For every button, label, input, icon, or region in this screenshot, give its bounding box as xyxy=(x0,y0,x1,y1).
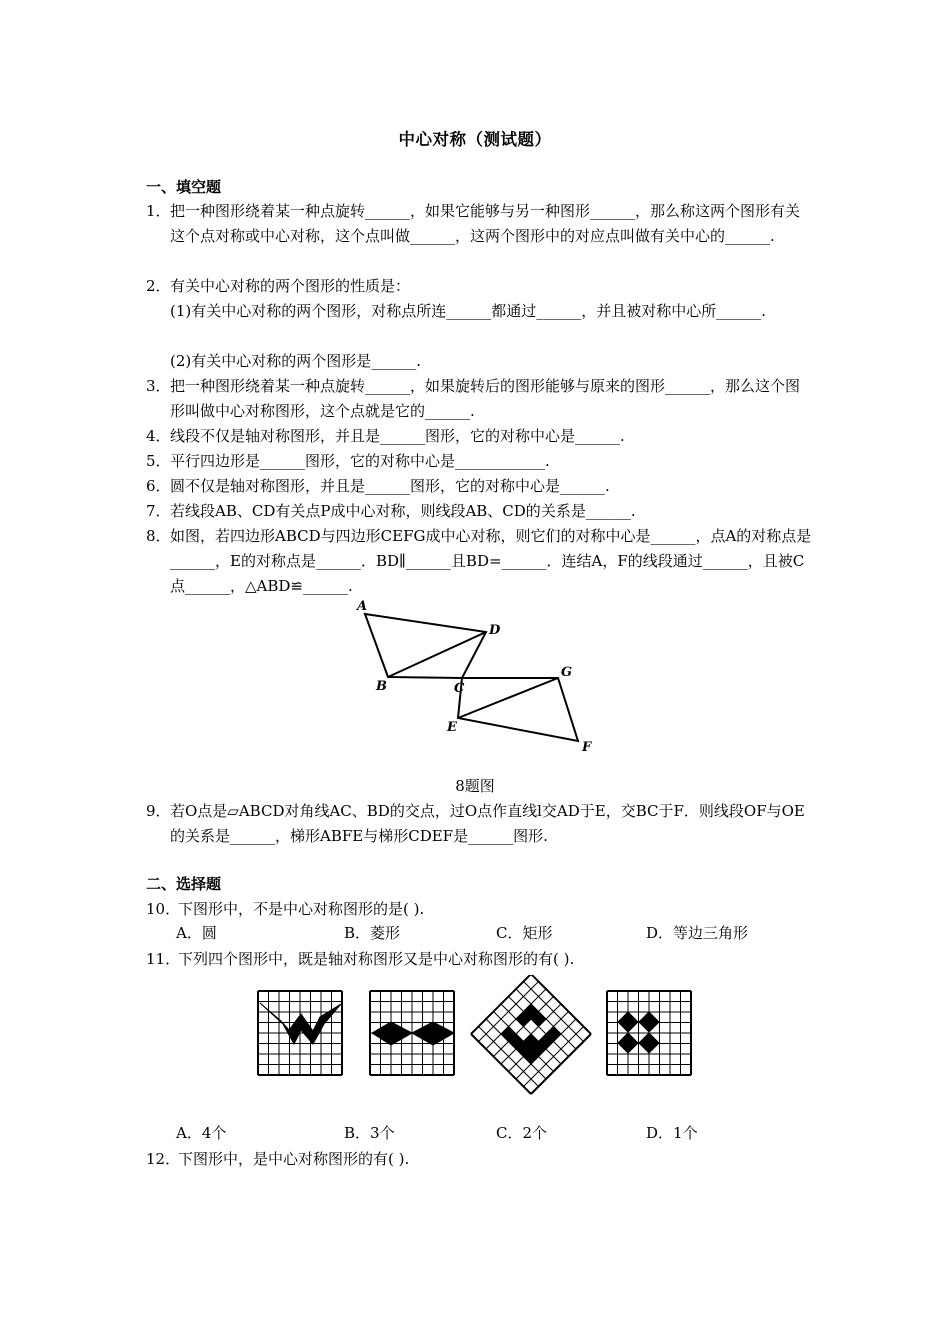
option-a[interactable]: A．圆 xyxy=(176,924,217,942)
figure-8-diagram xyxy=(340,592,610,762)
label-b: B xyxy=(376,679,387,694)
question-number: 10． xyxy=(146,900,181,918)
section-heading-multiple-choice: 二、选择题 xyxy=(146,875,222,893)
option-a[interactable]: A．4个 xyxy=(176,1124,227,1142)
option-d[interactable]: D．1个 xyxy=(646,1124,698,1142)
question-number: 3． xyxy=(146,377,171,395)
question-4 xyxy=(146,424,812,449)
question-8 xyxy=(146,524,812,599)
question-6 xyxy=(146,474,812,499)
option-b[interactable]: B．3个 xyxy=(344,1124,395,1142)
question-2-sub-2: (2)有关中心对称的两个图形是______. xyxy=(170,352,422,370)
grid-figure-3 xyxy=(471,975,591,1094)
question-12 xyxy=(146,1147,812,1172)
question-3 xyxy=(146,374,812,424)
diamond-right xyxy=(412,1022,454,1045)
question-10 xyxy=(146,897,812,922)
option-d[interactable]: D．等边三角形 xyxy=(646,924,749,942)
label-f: F xyxy=(582,740,592,755)
question-number: 8． xyxy=(146,527,171,545)
label-d: D xyxy=(489,623,501,638)
page-title: 中心对称（测试题） xyxy=(398,130,552,149)
question-number: 6． xyxy=(146,477,171,495)
question-text: 若线段AB、CD有关点P成中心对称，则线段AB、CD的关系是______. xyxy=(170,502,636,520)
question-number: 12． xyxy=(146,1150,181,1168)
question-5 xyxy=(146,449,812,474)
label-a: A xyxy=(357,599,368,614)
diamond-4 xyxy=(639,1033,659,1053)
question-text: 有关中心对称的两个图形的性质是： xyxy=(170,277,411,295)
option-c[interactable]: C．矩形 xyxy=(496,924,553,942)
label-g: G xyxy=(561,665,573,680)
option-c[interactable]: C．2个 xyxy=(496,1124,548,1142)
section-heading-fill-blank: 一、填空题 xyxy=(146,178,222,196)
figure-8-caption: 8题图 xyxy=(455,777,495,795)
question-text: 把一种图形绕着某一种点旋转______，如果它能够与另一种图形______，那么称这两个图形有关这个点对称或中心对称，这个点叫做______，这两个图形中的对应点叫做有关中心的______. xyxy=(170,202,801,245)
question-2 xyxy=(146,274,812,299)
question-1 xyxy=(146,199,812,249)
question-number: 1． xyxy=(146,202,171,220)
question-number: 7． xyxy=(146,502,171,520)
question-10-options xyxy=(176,922,816,947)
question-11 xyxy=(146,947,812,972)
question-text: 下图形中，不是中心对称图形的是( ). xyxy=(178,900,425,918)
option-b[interactable]: B．菱形 xyxy=(344,924,401,942)
diamond-left xyxy=(372,1022,412,1045)
diamond-1 xyxy=(618,1012,638,1032)
label-e: E xyxy=(447,720,457,735)
diagonal-bd xyxy=(388,632,486,677)
question-11-options xyxy=(176,1122,816,1147)
question-text: 线段不仅是轴对称图形，并且是______图形，它的对称中心是______. xyxy=(170,427,625,445)
question-9 xyxy=(146,799,812,849)
question-number: 2． xyxy=(146,277,171,295)
question-number: 9． xyxy=(146,802,171,820)
question-text: 下图形中，是中心对称图形的有( ). xyxy=(178,1150,410,1168)
quadrilateral-abcd xyxy=(365,614,486,678)
question-text: 下列四个图形中，既是轴对称图形又是中心对称图形的有( ). xyxy=(178,950,575,968)
question-text: 把一种图形绕着某一种点旋转______，如果旋转后的图形能够与原来的图形______，那么这个图形叫做中心对称图形，这个点就是它的______. xyxy=(170,377,801,420)
question-text: 如图，若四边形ABCD与四边形CEFG成中心对称，则它们的对称中心是______，点A的对称点是______，E的对称点是______．BD∥______且BD=______．连结A，F的线段通过______，且被C点______，△ABD≌______. xyxy=(170,527,812,595)
question-2-sub-1: (1)有关中心对称的两个图形，对称点所连______都通过______，并且被对称中心所______. xyxy=(170,302,767,320)
question-text: 圆不仅是轴对称图形，并且是______图形，它的对称中心是______. xyxy=(170,477,610,495)
question-number: 11． xyxy=(146,950,181,968)
question-11-figures xyxy=(250,975,700,1095)
diamond-3 xyxy=(618,1033,638,1053)
question-7 xyxy=(146,499,812,524)
question-text: 若O点是▱ABCD对角线AC、BD的交点，过O点作直线l交AD于E，交BC于F．则线段OF与OE的关系是______，梯形ABFE与梯形CDEF是______图形. xyxy=(170,802,805,845)
label-c: C xyxy=(454,681,465,696)
diagonal-eg xyxy=(458,678,558,718)
quadrilateral-cefg xyxy=(458,678,578,741)
question-text: 平行四边形是______图形，它的对称中心是____________. xyxy=(170,452,550,470)
question-number: 5． xyxy=(146,452,171,470)
question-number: 4． xyxy=(146,427,171,445)
diamond-2 xyxy=(639,1012,659,1032)
